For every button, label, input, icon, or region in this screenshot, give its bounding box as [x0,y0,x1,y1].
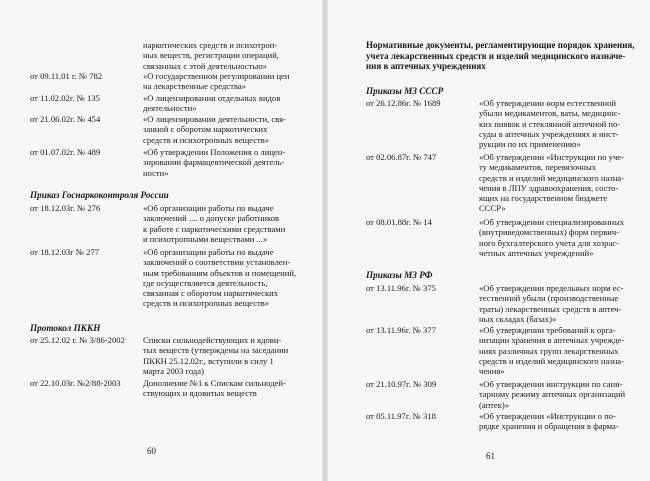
entry-date: от 08.01.88г. № 14 [366,217,432,227]
text-line: «Об организации работы по выдаче [143,203,274,213]
text-line: тественной убыли (производственные [479,293,619,304]
text-line: траты) лекарственных средств в аптеч- [479,303,622,314]
entry-date: от 09.11.01 г. № 782 [30,71,103,81]
text-line: рукции по их применению» [479,139,581,150]
entry-date: от 13.11.96г. № 377 [366,325,436,335]
entry-text [143,71,313,92]
section-title: Приказы МЗ РФ [366,270,433,280]
entry-text [479,411,629,432]
entry-text [143,203,313,244]
book-gutter [322,0,328,481]
text-line: где осуществляется деятельность, [143,277,268,288]
text-line: четных аптечных учреждений» [479,247,594,258]
text-line: зировании фармацевтической деятель- [143,157,285,168]
entry-text [479,152,629,214]
text-line: (аптек)» [479,399,510,410]
entry-date: от 22.10.03г. №2/88-2003 [30,378,121,388]
text-line: «Об утверждении «Инструкции по уче- [479,152,624,162]
entry-text [479,98,629,149]
text-line: убыли медикаментов, ваты, медицинс- [479,108,621,119]
text-line: ного бухгалтерского учета для хозрас- [479,237,619,248]
text-line: «Об утверждении предельных норм ес- [479,283,624,293]
entry-date: от 21.10.97г. № 309 [366,379,437,389]
section-title: Приказы МЗ СССР [366,86,444,96]
section-title: Протокол ПККН [30,323,101,333]
entry-date: от 18.12.03г № 277 [30,247,100,257]
text-line: «Об организации работы по выдаче [143,247,274,257]
entry-text [143,378,315,399]
text-line: СССР» [479,203,506,214]
text-line: средств и изделий медицинского назна- [479,355,624,366]
text-line: ниях различных групп лекарственных [479,345,619,356]
entry-date: от 25.12.02 г. № 3/86-2002 [30,335,125,345]
entry-text [143,147,313,178]
text-line: чения» [479,366,505,377]
text-line: средств и психотропных веществ» [143,134,270,145]
text-line: ту медикаментов, перевязочных [479,162,597,173]
text-line: тарному режиму аптечных организаций [479,389,626,400]
text-line: Списки сильнодействующих и ядови- [143,335,282,345]
entry-date: от 11.02.02г. № 135 [30,93,100,103]
text-line: «Об утверждении специализированных [479,217,625,227]
entry-date: от 05.11.97г. № 318 [366,411,436,421]
text-line: суды в аптечных учреждениях и инст- [479,128,619,139]
entry-text [143,335,315,376]
text-line: «Об утверждении «Инструкции о по- [479,411,616,421]
text-line: ных веществ, регистрации операций, [143,50,279,61]
text-line: средств и изделий медицинского назна- [479,172,624,183]
text-line: чения в ЛПУ здравоохранения, состо- [479,182,619,193]
text-line: ным требованиям объектов и помещений, [143,267,297,278]
page-number: 61 [486,451,495,461]
text-line: «О лицензировании отдельных видов [143,93,281,103]
entry-text [479,217,629,258]
entry-text [479,325,629,376]
text-line: (внутриведомственных) форм первич- [479,227,620,238]
entry-date: от 01.07.02г. № 489 [30,147,101,157]
text-line: рядке хранения и обращения в фарма- [479,421,619,432]
entry-text [479,379,629,410]
heading-line: ния в аптечных учреждениях [366,61,486,72]
text-line: наркотических средств и психотроп- [143,40,278,50]
entry-date: от 02.06.87г. № 747 [366,152,437,162]
text-line: на лекарственные средства» [143,81,246,92]
text-line: заключений о соответствии установлен- [143,257,291,268]
entry-text [143,247,315,309]
text-line: связанных с этой деятельностью» [143,60,267,71]
text-line: марта 2003 года) [143,365,204,376]
section-title: Приказ Госнаркоконтроля России [30,190,169,200]
entry-text [479,283,629,324]
text-line: «Об утверждении Положения о лицен- [143,147,286,157]
text-line: ности» [143,167,169,178]
text-line: занной с оборотом наркотических [143,124,268,135]
page-number: 60 [147,446,156,456]
text-line: заключений .... о допуске работников [143,213,280,224]
text-line: деятельности» [143,103,197,114]
text-line: к работе с наркотическими средствами [143,223,286,234]
text-line: ких пиявок и стеклянной аптечной по- [479,118,621,129]
text-line: ПККН 25.12.02г., вступили в силу 1 [143,355,274,366]
text-line: ящих на государственном бюджете [479,193,608,204]
entry-text [143,114,313,145]
text-line: ствующих и ядовитых веществ [143,388,257,399]
text-line: ных складах (базах)» [479,313,557,324]
text-line: низации хранения в аптечных учрежде- [479,335,625,346]
text-line: «Об утверждении норм естественной [479,98,617,108]
text-line: и психотропными веществами ...» [143,233,268,244]
text-line: «Об утверждении требований к орга- [479,325,616,335]
entry-date: от 26.12.86г. № 1689 [366,98,441,108]
heading-line: учета лекарственных средств и изделий медицинского назначе- [366,50,626,61]
entry-text [143,93,313,114]
text-line: связанная с оборотом наркотических [143,288,279,299]
text-line: «Об утверждении инструкции по сани- [479,379,623,389]
text-line: «О лицензировании деятельности, свя- [143,114,286,124]
entry-date: от 13.11.96г. № 375 [366,283,436,293]
entry-date: от 18.12.03г. № 276 [30,203,101,213]
page-heading [366,40,635,72]
text-line: тых веществ (утверждены на заседании [143,345,289,356]
heading-line: Нормативные документы, регламентирующие порядок хранения, [366,40,635,50]
continuation-text [143,40,313,71]
text-line: «О государственном регулировании цен [143,71,290,81]
text-line: средств и психотропных веществ» [143,298,270,309]
entry-date: от 21.06.02г. № 454 [30,114,101,124]
text-line: Дополнение №1 к Спискам сильнодей- [143,378,286,388]
